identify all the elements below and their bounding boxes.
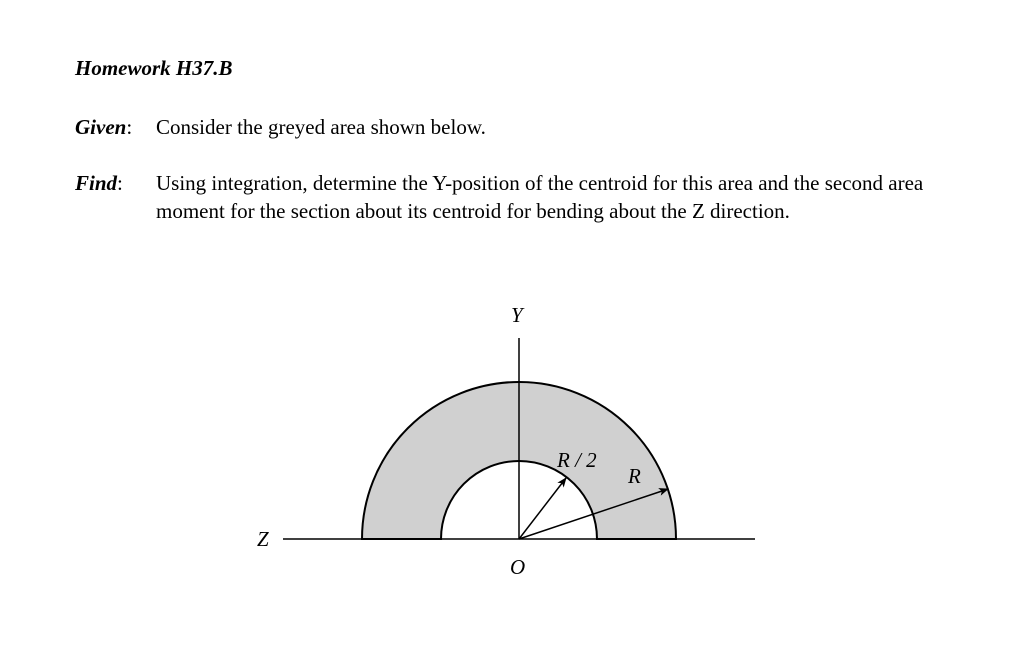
- given-text: Consider the greyed area shown below.: [156, 115, 486, 139]
- homework-title: Homework H37.B: [75, 56, 233, 80]
- y-axis-label: Y: [511, 303, 523, 327]
- find-text: Using integration, determine the Y-position of the centroid for this area and the second area moment for the section about its centroid for bending about the Z direction.: [156, 171, 924, 223]
- inner-radius-label: R / 2: [557, 448, 597, 472]
- origin-label: O: [510, 555, 526, 579]
- outer-radius-label: R: [628, 464, 641, 488]
- given-label: Given:: [75, 115, 133, 139]
- inner-radius-arrow: [519, 478, 566, 539]
- find-label: Find:: [75, 171, 123, 195]
- z-axis-label: Z: [257, 527, 269, 551]
